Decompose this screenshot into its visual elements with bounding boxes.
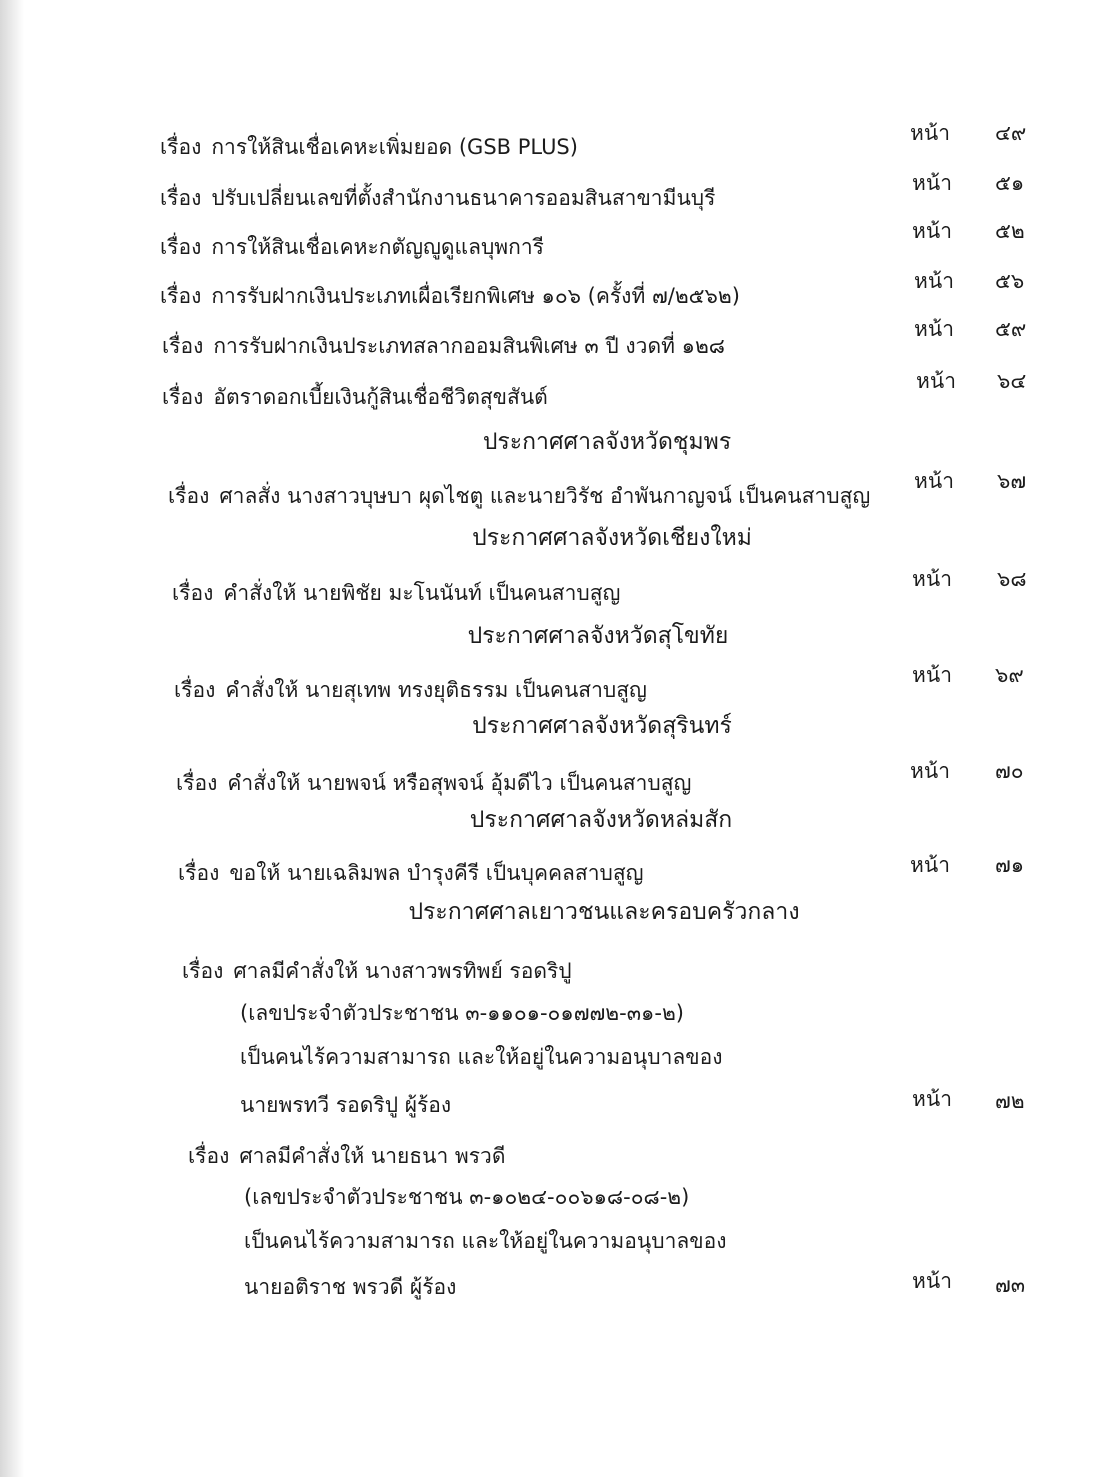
page-label: หน้า [912, 171, 952, 195]
page-label: หน้า [914, 317, 954, 341]
page-number: ๕๑ [995, 171, 1025, 195]
entry-keyword: เรื่อง [168, 484, 210, 508]
toc-entry [182, 958, 572, 984]
toc-entry [160, 134, 578, 160]
toc-entry [162, 384, 548, 410]
entry-continuation: เป็นคนไร้ความสามารถ และให้อยู่ในความอนุบาลของ [244, 1229, 727, 1253]
toc-entry [168, 483, 870, 509]
entry-title: อัตราดอกเบี้ยเงินกู้สินเชื่อชีวิตสุขสันต์ [213, 385, 548, 409]
section-heading: ประกาศศาลจังหวัดเชียงใหม่ [472, 525, 752, 551]
page-number: ๗๓ [995, 1273, 1026, 1297]
entry-continuation: นายพรทวี รอดริปู ผู้ร้อง [240, 1093, 452, 1117]
page-label: หน้า [910, 853, 950, 877]
page-number: ๕๙ [995, 317, 1027, 341]
page-number: ๗๐ [995, 759, 1024, 783]
page-label: หน้า [914, 269, 954, 293]
entry-title: การรับฝากเงินประเภทสลากออมสินพิเศษ ๓ ปี งวดที่ ๑๒๘ [213, 334, 725, 358]
entry-title: ศาลสั่ง นางสาวบุษบา ผุดไชตู และนายวิรัช อำพันกาญจน์ เป็นคนสาบสูญ [219, 484, 871, 508]
toc-entry [174, 677, 647, 703]
page-number: ๕๒ [995, 219, 1025, 243]
entry-continuation: (เลขประจำตัวประชาชน ๓-๑๐๒๔-๐๐๖๑๘-๐๘-๒) [244, 1185, 690, 1209]
page-number: ๕๖ [995, 269, 1025, 293]
entry-title: คำสั่งให้ นายพจน์ หรือสุพจน์ อุ้มดีไว เป็นคนสาบสูญ [227, 771, 692, 795]
entry-keyword: เรื่อง [160, 135, 202, 159]
toc-entry [176, 770, 691, 796]
page-number: ๔๙ [995, 121, 1027, 145]
entry-keyword: เรื่อง [160, 235, 202, 259]
entry-keyword: เรื่อง [160, 284, 202, 308]
entry-keyword: เรื่อง [182, 959, 224, 983]
entry-title: การรับฝากเงินประเภทเผื่อเรียกพิเศษ ๑๐๖ (ครั้งที่ ๗/๒๕๖๒) [211, 284, 740, 308]
section-heading: ประกาศศาลจังหวัดหล่มสัก [469, 807, 733, 833]
entry-title: คำสั่งให้ นายสุเทพ ทรงยุติธรรม เป็นคนสาบสูญ [225, 678, 647, 702]
page-label: หน้า [912, 219, 952, 243]
entry-title: ศาลมีคำสั่งให้ นายธนา พรวดี [239, 1144, 506, 1168]
entry-title: การให้สินเชื่อเคหะกตัญญูดูแลบุพการี [211, 235, 544, 259]
scan-page-edge [0, 0, 24, 1477]
entry-continuation: นายอติราช พรวดี ผู้ร้อง [244, 1275, 457, 1299]
page-number: ๖๘ [997, 567, 1027, 591]
page-label: หน้า [910, 759, 950, 783]
toc-entry [188, 1143, 506, 1169]
section-heading: ประกาศศาลจังหวัดสุโขทัย [467, 623, 729, 649]
page-number: ๗๒ [995, 1089, 1025, 1113]
entry-title: การให้สินเชื่อเคหะเพิ่มยอด (GSB PLUS) [211, 135, 578, 159]
page-label: หน้า [916, 369, 956, 393]
toc-entry [162, 333, 725, 359]
page-label: หน้า [914, 469, 954, 493]
entry-title: ขอให้ นายเฉลิมพล บำรุงคีรี เป็นบุคคลสาบสูญ [229, 861, 644, 885]
entry-keyword: เรื่อง [174, 678, 216, 702]
page-label: หน้า [910, 121, 950, 145]
toc-entry [178, 860, 644, 886]
entry-continuation: เป็นคนไร้ความสามารถ และให้อยู่ในความอนุบาลของ [240, 1045, 723, 1069]
entry-keyword: เรื่อง [162, 334, 204, 358]
page-number: ๖๔ [997, 369, 1027, 393]
page-label: หน้า [912, 567, 952, 591]
toc-entry [172, 580, 620, 606]
entry-keyword: เรื่อง [160, 186, 202, 210]
entry-keyword: เรื่อง [176, 771, 218, 795]
entry-keyword: เรื่อง [178, 861, 220, 885]
page-label: หน้า [912, 1087, 952, 1111]
entry-keyword: เรื่อง [162, 385, 204, 409]
entry-title: ปรับเปลี่ยนเลขที่ตั้งสำนักงานธนาคารออมสินสาขามีนบุรี [211, 186, 716, 210]
page-number: ๖๗ [997, 469, 1027, 493]
entry-keyword: เรื่อง [188, 1144, 230, 1168]
section-heading: ประกาศศาลจังหวัดชุมพร [482, 429, 732, 455]
entry-keyword: เรื่อง [172, 581, 214, 605]
page-label: หน้า [912, 663, 952, 687]
section-heading: ประกาศศาลเยาวชนและครอบครัวกลาง [408, 899, 800, 925]
toc-entry [160, 283, 740, 309]
toc-entry [160, 185, 715, 211]
page-number: ๖๙ [995, 663, 1024, 687]
page-number: ๗๑ [995, 853, 1025, 877]
page-label: หน้า [912, 1269, 952, 1293]
toc-entry [160, 234, 544, 260]
entry-title: ศาลมีคำสั่งให้ นางสาวพรทิพย์ รอดริปู [233, 959, 572, 983]
entry-continuation: (เลขประจำตัวประชาชน ๓-๑๑๐๑-๐๑๗๗๒-๓๑-๒) [240, 1001, 684, 1025]
entry-title: คำสั่งให้ นายพิชัย มะโนนันท์ เป็นคนสาบสูญ [223, 581, 621, 605]
section-heading: ประกาศศาลจังหวัดสุรินทร์ [472, 713, 732, 739]
